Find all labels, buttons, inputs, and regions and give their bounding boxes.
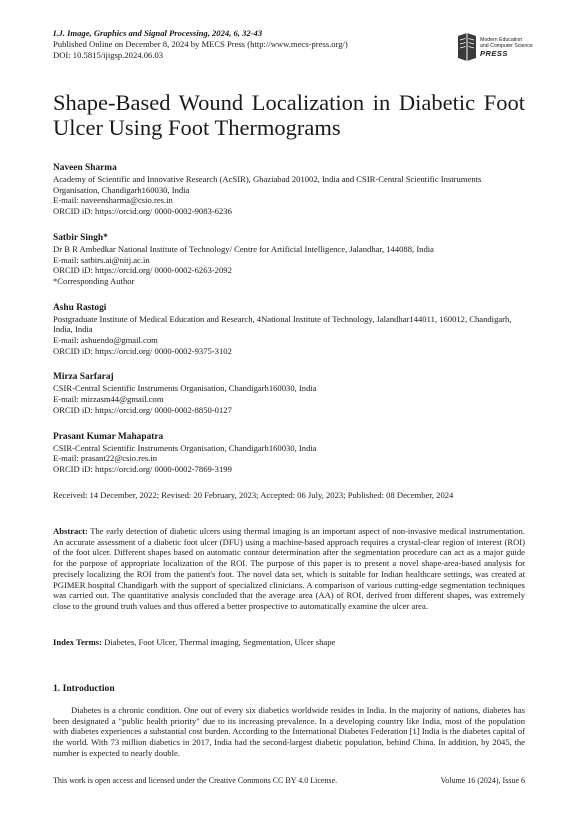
publication-info[interactable]: Published Online on December 8, 2024 by MECS Press (http://www.mecs-press.org/) xyxy=(53,39,348,49)
author-affiliation: CSIR-Central Scientific Instruments Organisation, Chandigarh160030, India xyxy=(53,383,317,394)
author-email[interactable]: E-mail: naveensharma@csio.res.in xyxy=(53,195,173,206)
index-terms-label: Index Terms: xyxy=(53,637,102,647)
author-affiliation: CSIR-Central Scientific Instruments Organisation, Chandigarh160030, India xyxy=(53,442,317,453)
mecs-press-logo xyxy=(456,26,536,70)
volume-issue: Volume 16 (2024), Issue 6 xyxy=(440,776,525,785)
author-orcid[interactable]: ORCID iD: https://orcid.org/ 0000-0002-6263-2092 xyxy=(53,265,232,276)
journal-header xyxy=(53,28,473,61)
section-heading: 1. Introduction xyxy=(53,683,115,694)
author-orcid[interactable]: ORCID iD: https://orcid.org/ 0000-0002-8850-0127 xyxy=(53,404,232,415)
author-name: Mirza Sarfaraj xyxy=(53,372,114,383)
page-footer xyxy=(53,776,525,785)
logo-press: PRESS xyxy=(480,49,508,59)
doi[interactable]: DOI: 10.5815/ijigsp.2024.06.03 xyxy=(53,50,164,60)
author-orcid[interactable]: ORCID iD: https://orcid.org/ 0000-0002-7869-3199 xyxy=(53,463,232,474)
author-email[interactable]: E-mail: prasant22@csio.res.in xyxy=(53,453,158,464)
author-affiliation: Academy of Scientific and Innovative Research (AcSIR), Ghaziabad 201002, India and CSIR-Central Scientific Instruments Organisation, Chandigarh160030, India xyxy=(53,174,482,195)
author-orcid[interactable]: ORCID iD: https://orcid.org/ 0000-0002-9083-6236 xyxy=(53,206,232,217)
index-terms-text: Diabetes, Foot Ulcer, Thermal imaging, Segmentation, Ulcer shape xyxy=(104,637,336,647)
author-email[interactable]: E-mail: mirzasm44@gmail.com xyxy=(53,394,164,405)
author-block xyxy=(53,232,525,287)
author-name: Satbir Singh* xyxy=(53,232,108,243)
author-list xyxy=(53,162,525,490)
logo-line-2: and Computer Science xyxy=(480,42,533,49)
author-affiliation: Dr B R Ambedkar National Institute of Technology/ Centre for Artificial Intelligence, Jalandhar, 144088, India xyxy=(53,243,434,254)
license-note: This work is open access and licensed under the Creative Commons CC BY 4.0 License. xyxy=(53,776,338,785)
introduction-paragraph: Diabetes is a chronic condition. One out of every six diabetics worldwide resides in India. In the majority of nations, diabetes has been designated a "public health priority" due to its increasing prevalence. In a developing country like India, most of the population with diabetes experiences a substantial cost burden. According to the International Diabetes Federation [1] India is the diabetes capital of the world. With 73 million diabetics in 2017, India had the second-largest diabetic population, behind China. In addition, by 2045, the number is expected to nearly double. xyxy=(53,705,525,758)
author-email[interactable]: E-mail: ashuendo@gmail.com xyxy=(53,335,158,346)
author-email[interactable]: E-mail: satbirs.ai@nitj.ac.in xyxy=(53,254,150,265)
book-icon xyxy=(456,32,478,62)
author-name: Ashu Rastogi xyxy=(53,302,107,313)
abstract xyxy=(53,526,525,612)
journal-citation: I.J. Image, Graphics and Signal Processing, 2024, 6, 32-43 xyxy=(53,28,263,38)
abstract-label: Abstract: xyxy=(53,526,88,536)
author-orcid[interactable]: ORCID iD: https://orcid.org/ 0000-0002-9375-3102 xyxy=(53,345,232,356)
author-block xyxy=(53,162,525,217)
abstract-text: The early detection of diabetic ulcers using thermal imaging is an important aspect of non-invasive medical instrumentation. An accurate assessment of a diabetic foot ulcer (DFU) using a machine-based approach requires a crystal-clear region of interest (ROI) of the foot ulcer. Different shapes based on automatic contour determination after the segmentation procedure can act as a major guide for the purpose of appropriate localization of the ROI. The purpose of this paper is to present a novel shape-area-based analysis for precisely localizing the ROI from the patient's foot. The novel data set, which is suitable for Indian healthcare settings, was created at PGIMER hospital Chandigarh with the support of specialized clinicians. A comparison of various cutting-edge segmentation techniques was carried out. The quantitative analysis concluded that the average area (AA) of ROI, derived from different shapes, was extremely close to the ground truth values and thus offered a better prospective to automatically examine the ulcer area. xyxy=(53,526,525,611)
paper-title: Shape-Based Wound Localization in Diabetic Foot Ulcer Using Foot Thermograms xyxy=(53,90,525,140)
author-block xyxy=(53,302,525,357)
logo-line-1: Modern Education xyxy=(480,37,523,43)
author-name: Naveen Sharma xyxy=(53,163,117,173)
author-block xyxy=(53,371,525,415)
author-affiliation: Postgraduate Institute of Medical Education and Research, 4National Institute of Technology, Jalandhar144011, 160012, Chandigarh, India, India xyxy=(53,313,512,335)
corresponding-author-note: *Corresponding Author xyxy=(53,275,135,286)
author-name: Prasant Kumar Mahapatra xyxy=(53,431,164,442)
index-terms xyxy=(53,637,525,648)
author-block xyxy=(53,431,525,475)
submission-dates: Received: 14 December, 2022; Revised: 20 February, 2023; Accepted: 06 July, 2023; Published: 08 December, 2024 xyxy=(53,490,454,500)
